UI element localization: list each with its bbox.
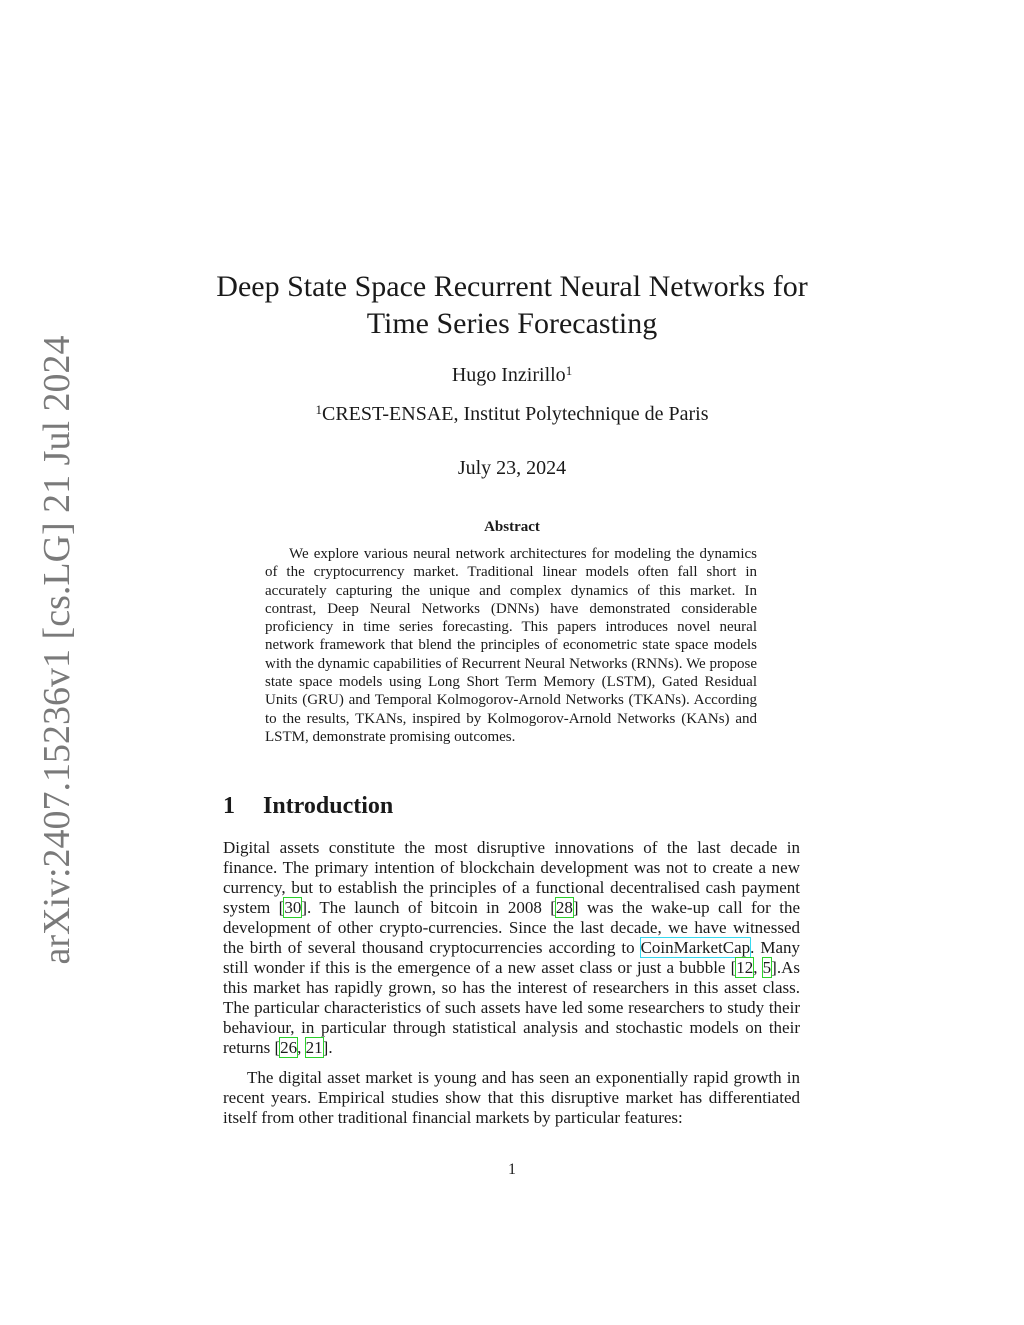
citation-separator: ,	[297, 1038, 306, 1057]
author	[150, 363, 874, 387]
text-run: was the wake-up call for the development of other crypto-currencies. Since the last decade, we have witnessed the birth of several thousand cryptocurrencies according to	[223, 898, 800, 957]
author-affiliation-mark: 1	[565, 363, 573, 378]
intro-paragraph-2: The digital asset market is young and has seen an exponentially rapid growth in recent years. Empirical studies show that this disruptive market has differentiated itself from other traditional financial markets by particular features:	[223, 1068, 800, 1127]
section-number: 1	[223, 793, 235, 819]
affiliation-mark: 1	[315, 402, 322, 417]
affiliation-name: CREST-ENSAE, Institut Polytechnique de Paris	[322, 403, 709, 425]
arxiv-identifier: arXiv:2407.15236v1 [cs.LG] 21 Jul 2024	[36, 335, 78, 965]
paper-date: July 23, 2024	[457, 457, 567, 479]
coinmarketcap-link[interactable]: CoinMarketCap	[640, 938, 751, 957]
citation-link[interactable]: 30	[284, 898, 302, 917]
text-run: .As this market has rapidly grown, so has the interest of researchers in this asset class. The particular characteristics of such assets have led some researchers to study their behaviour, in particular through statistical analysis and stochastic models on their returns	[223, 958, 800, 1057]
citation-link[interactable]: 28	[555, 898, 573, 917]
citation-separator: ,	[753, 958, 763, 977]
citation-link[interactable]: 5	[762, 958, 772, 977]
text-run: . The launch of bitcoin in 2008	[307, 898, 551, 917]
text-run: .	[328, 1038, 333, 1057]
title-line-2: Time Series Forecasting	[366, 307, 658, 340]
page-number: 1	[508, 1161, 516, 1178]
citation-link[interactable]: 26	[280, 1038, 298, 1057]
author-name: Hugo Inzirillo	[451, 364, 566, 386]
title-line-1: Deep State Space Recurrent Neural Networks for	[216, 270, 808, 303]
section-heading	[223, 793, 393, 820]
affiliation	[150, 402, 874, 426]
abstract-text: We explore various neural network architectures for modeling the dynamics of the cryptocurrency market. Traditional linear models often fall short in accurately capturing the unique and complex dynamics of this market. In contrast, Deep Neural Networks (DNNs) have demonstrated considerable proficiency in time series forecasting. This papers introduces novel neural network framework that blend the principles of econometric state space models with the dynamic capabilities of Recurrent Neural Networks (RNNs). We propose state space models using Long Short Term Memory (LSTM), Gated Residual Units (GRU) and Temporal Kolmogorov-Arnold Networks (TKANs). According to the results, TKANs, inspired by Kolmogorov-Arnold Networks (KANs) and LSTM, demonstrate promising outcomes.	[265, 546, 757, 745]
paper-title	[150, 268, 874, 342]
citation-link[interactable]: 21	[305, 1038, 323, 1057]
abstract-heading: Abstract	[484, 519, 540, 535]
text-run: . Many still wonder if this is the emergence of a new asset class or just a bubble	[223, 938, 800, 977]
text-run: Digital assets constitute the most disruptive innovations of the last decade in finance. The primary intention of blockchain development was not to create a new currency, but to establish the principles of a functional decentralised cash payment system	[223, 838, 800, 917]
citation-link[interactable]: 12	[736, 958, 754, 977]
section-title: Introduction	[263, 793, 394, 819]
intro-paragraph-1: Digital assets constitute the most disruptive innovations of the last decade in finance. The primary intention of blockchain development was not to create a new currency, but to establish the principles of a functional decentralised cash payment system [30]. The launch of bitcoin in 2008 [28] was the wake-up call for the development of other crypto-currencies. Since the last decade, we have witnessed the birth of several thousand cryptocurrencies according to CoinMarketCap. Many still wonder if this is the emergence of a new asset class or just a bubble [12, 5].As this market has rapidly grown, so has the interest of researchers in this asset class. The particular characteristics of such assets have led some researchers to study their behaviour, in particular through statistical analysis and stochastic models on their returns [26, 21].	[223, 838, 800, 1057]
